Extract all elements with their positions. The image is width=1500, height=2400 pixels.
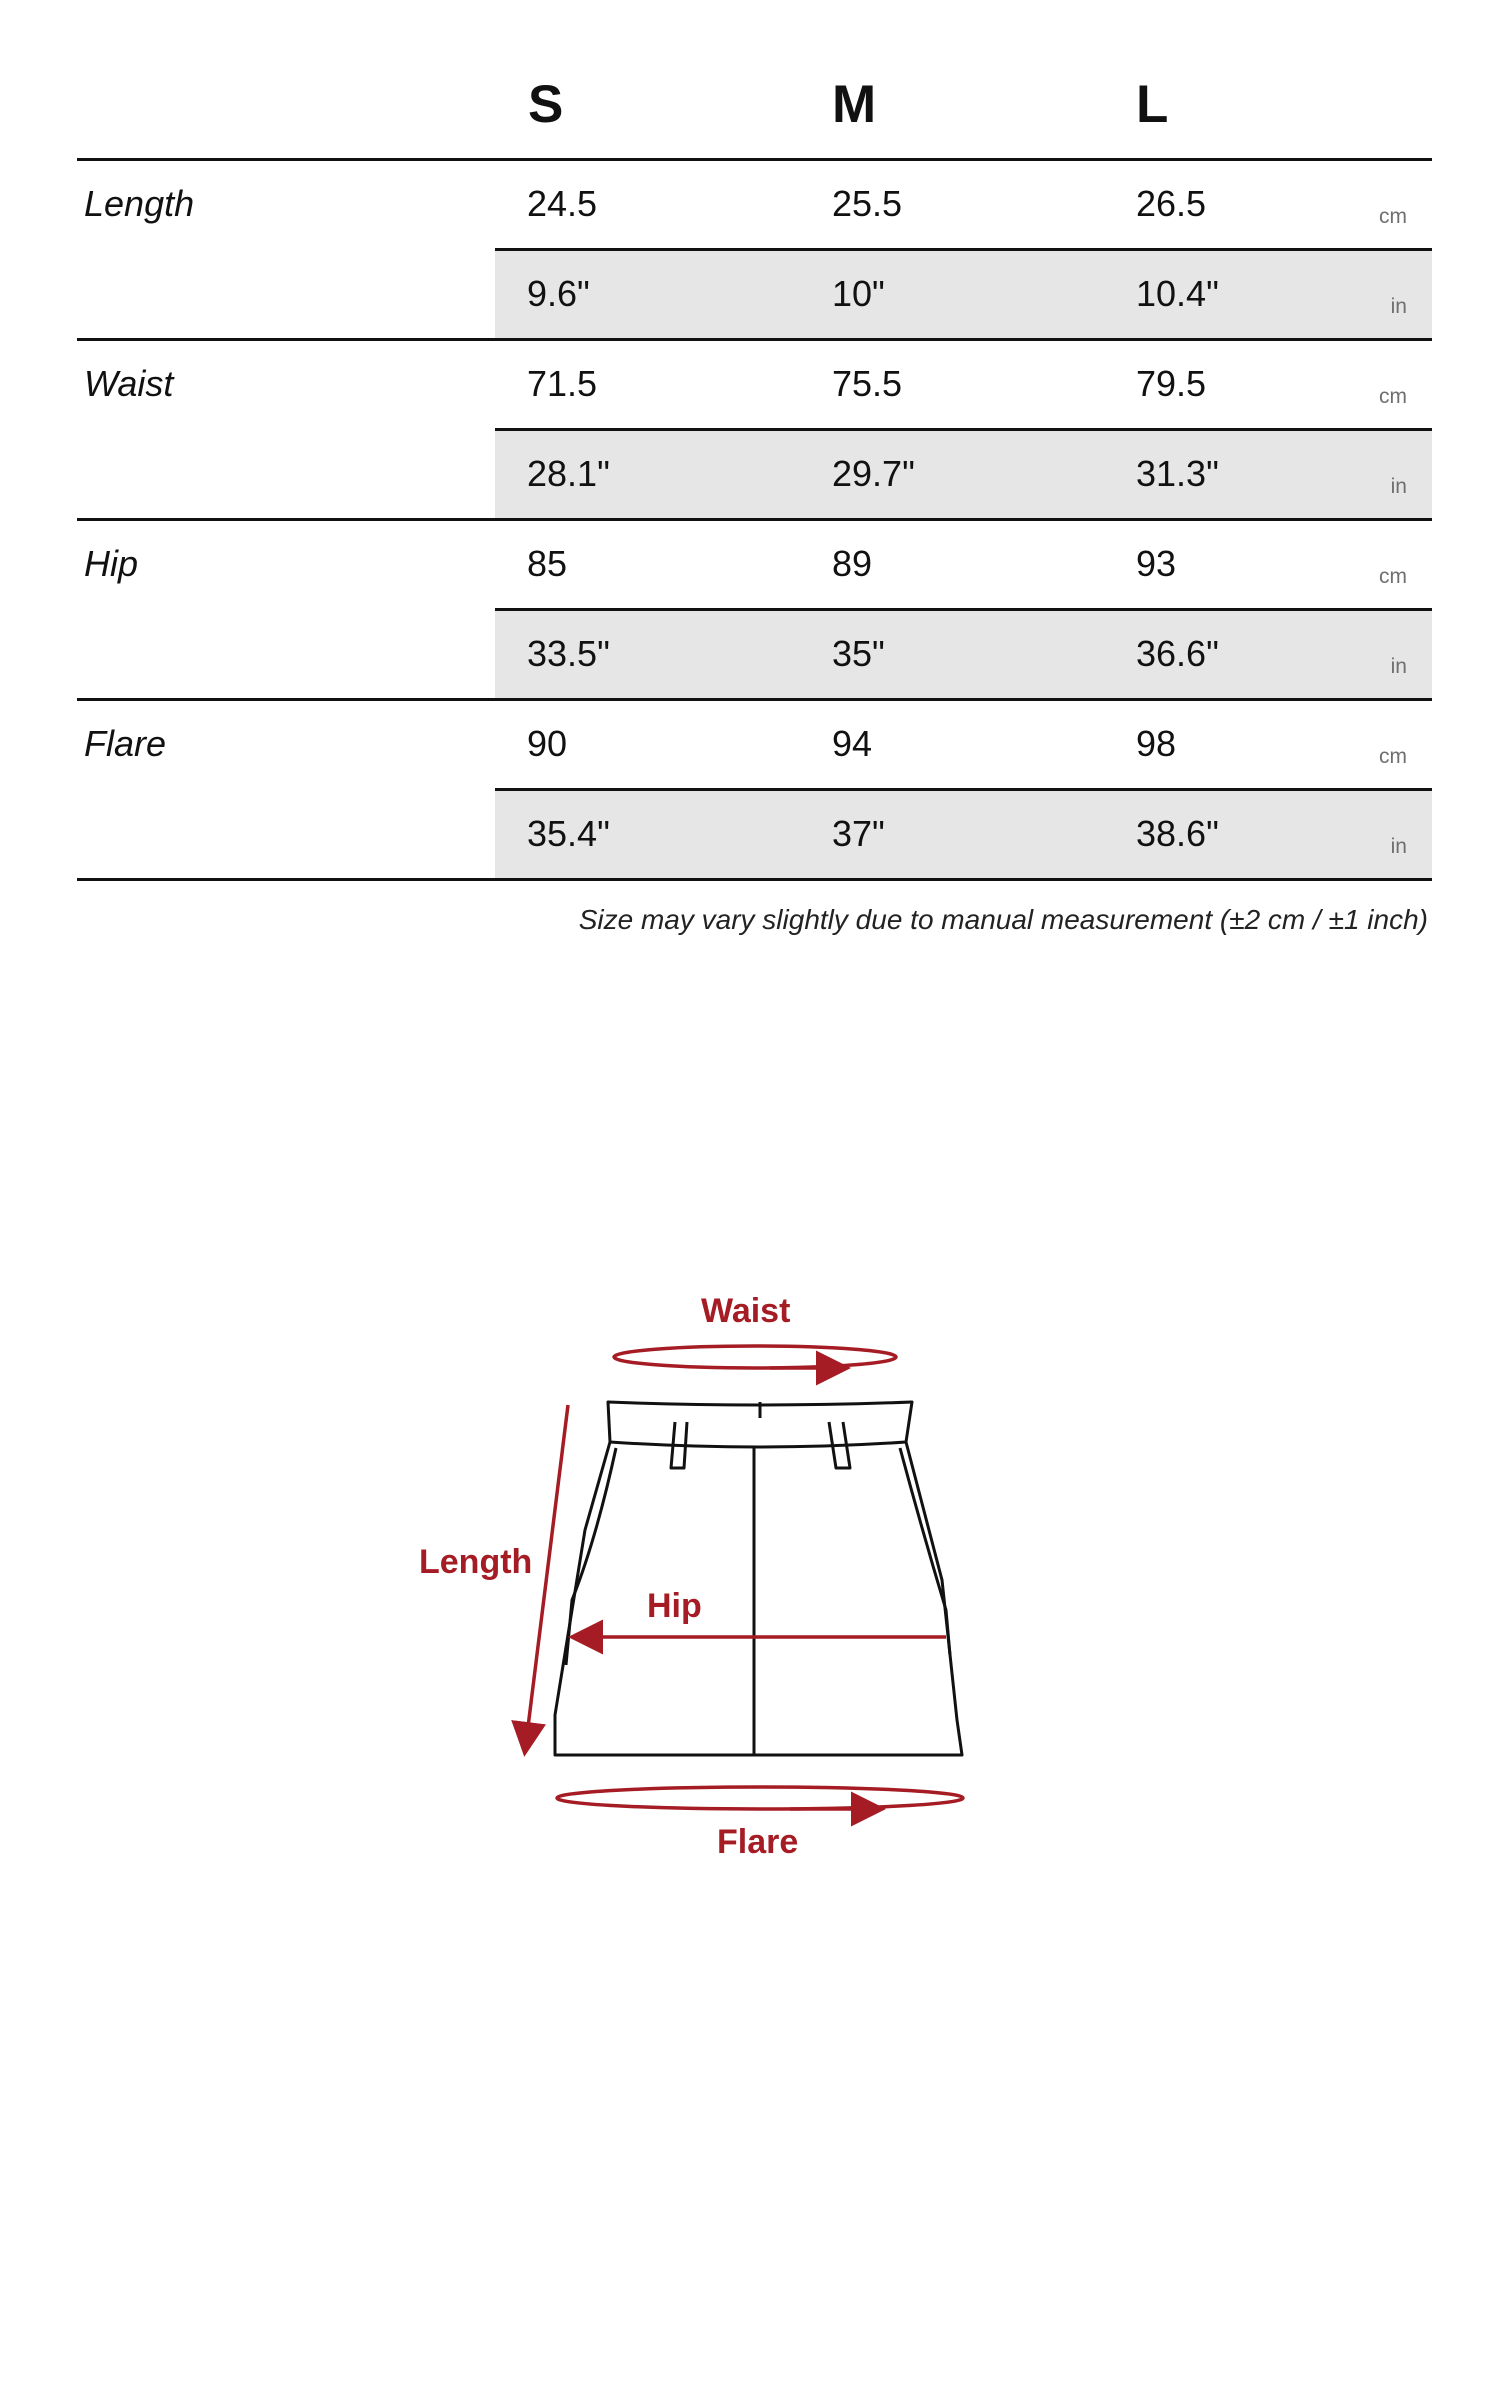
hip-m-in: 35": [832, 633, 885, 674]
waist-s-cm: 71.5: [527, 363, 598, 404]
divider: [77, 698, 1432, 701]
hip-m-cm: 89: [832, 543, 873, 584]
row-label-waist: Waist: [84, 363, 174, 404]
length-l-cm: 26.5: [1136, 183, 1207, 224]
length-s-cm: 24.5: [527, 183, 598, 224]
row-inch-shade: [495, 611, 1432, 698]
waist-l-in: 31.3": [1136, 453, 1219, 494]
flare-l-in: 38.6": [1136, 813, 1219, 854]
unit-in: in: [1390, 835, 1407, 858]
subdivider: [495, 788, 1432, 791]
flare-s-cm: 90: [527, 723, 568, 764]
flare-m-cm: 94: [832, 723, 873, 764]
row-label-length: Length: [84, 183, 195, 224]
hip-l-cm: 93: [1136, 543, 1177, 584]
row-inch-shade: [495, 251, 1432, 338]
flare-l-cm: 98: [1136, 723, 1177, 764]
flare-label: Flare: [717, 1823, 799, 1861]
row-label-flare: Flare: [84, 723, 167, 764]
size-header-l: L: [1136, 75, 1169, 134]
length-label: Length: [419, 1543, 533, 1581]
waist-m-cm: 75.5: [832, 363, 903, 404]
flare-m-in: 37": [832, 813, 885, 854]
size-header-m: M: [832, 75, 877, 134]
waist-l-cm: 79.5: [1136, 363, 1207, 404]
measurement-note: Size may vary slightly due to manual measurement (±2 cm / ±1 inch): [578, 904, 1428, 935]
waist-label: Waist: [701, 1292, 791, 1330]
row-inch-shade: [495, 431, 1432, 518]
divider: [77, 518, 1432, 521]
divider: [77, 158, 1432, 161]
unit-in: in: [1390, 655, 1407, 678]
unit-cm: cm: [1379, 565, 1407, 588]
unit-cm: cm: [1379, 745, 1407, 768]
size-header-s: S: [528, 75, 564, 134]
row-label-hip: Hip: [84, 543, 139, 584]
length-m-cm: 25.5: [832, 183, 903, 224]
waist-m-in: 29.7": [832, 453, 915, 494]
skirt-measurement-diagram: [0, 1200, 1500, 1900]
hip-s-in: 33.5": [527, 633, 610, 674]
hip-s-cm: 85: [527, 543, 568, 584]
row-inch-shade: [495, 791, 1432, 878]
unit-cm: cm: [1379, 385, 1407, 408]
divider: [77, 338, 1432, 341]
subdivider: [495, 248, 1432, 251]
subdivider: [495, 608, 1432, 611]
unit-in: in: [1390, 295, 1407, 318]
waist-s-in: 28.1": [527, 453, 610, 494]
length-l-in: 10.4": [1136, 273, 1219, 314]
subdivider: [495, 428, 1432, 431]
hip-l-in: 36.6": [1136, 633, 1219, 674]
unit-in: in: [1390, 475, 1407, 498]
hip-label: Hip: [647, 1587, 702, 1625]
size-chart-table: [0, 0, 1500, 960]
unit-cm: cm: [1379, 205, 1407, 228]
flare-s-in: 35.4": [527, 813, 610, 854]
length-s-in: 9.6": [527, 273, 590, 314]
length-m-in: 10": [832, 273, 885, 314]
divider: [77, 878, 1432, 881]
